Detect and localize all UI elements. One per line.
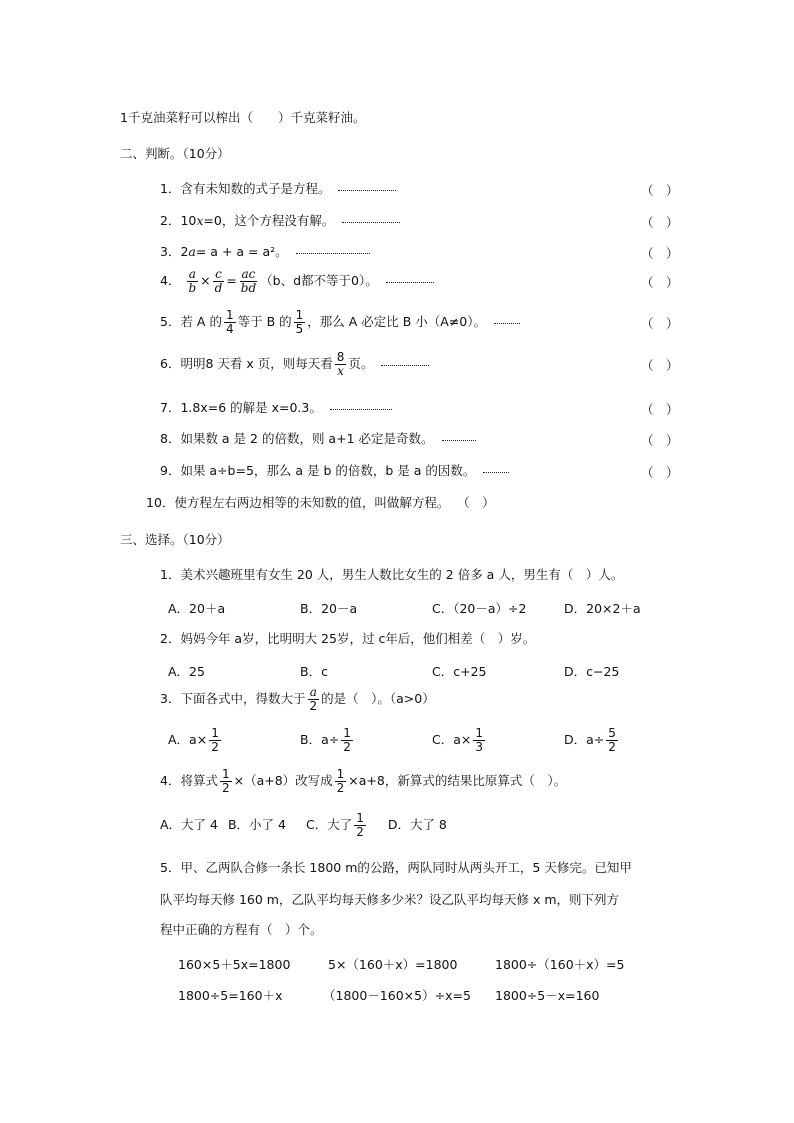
q4-option-a[interactable]: A．大了 4	[160, 817, 218, 832]
q3-option-b[interactable]: B．a÷ $\frac{1}{2}$	[300, 726, 351, 754]
dot-leader	[381, 364, 429, 366]
judge-item-4: 4． $\frac{a}{b}$ × $\frac{c}{d}$ = $\frac{ac}{bd}$ （b、d都不等于0）。	[160, 266, 434, 296]
fraction: $\frac{8}{x}$	[336, 350, 345, 378]
fraction: $\frac{a}{b}$	[188, 267, 197, 295]
q5-equation: 1800÷5=160＋x	[178, 988, 283, 1003]
fraction: $\frac{c}{d}$	[214, 267, 223, 295]
choice-q5-line3: 程中正确的方程有（ ）个。	[160, 922, 323, 937]
answer-paren-5[interactable]: （ ）	[641, 316, 679, 331]
choice-q3: 3．下面各式中，得数大于 $\frac{a}{2}$ 的是（ ）。（a>0）	[160, 685, 435, 713]
fraction: $\frac{1}{3}$	[475, 726, 484, 754]
answer-paren-1[interactable]: （ ）	[641, 183, 679, 198]
dot-leader	[330, 408, 392, 410]
fraction: $\frac{ac}{bd}$	[240, 267, 257, 295]
answer-paren-3[interactable]: （ ）	[641, 246, 679, 261]
dot-leader	[296, 252, 370, 254]
answer-paren-8[interactable]: （ ）	[641, 433, 679, 448]
q4-options	[160, 810, 447, 840]
q3-option-c[interactable]: C．a× $\frac{1}{3}$	[432, 726, 484, 754]
q5-equation: 1800÷5－x=160	[495, 988, 600, 1003]
choice-q5-line2: 队平均每天修 160 m，乙队平均每天修多少米？设乙队平均每天修 x m，则下列方	[160, 892, 620, 907]
dot-leader	[342, 221, 400, 223]
fraction: $\frac{1}{2}$	[356, 811, 364, 839]
judge-item-3: 3．2a= a + a = a²。	[160, 244, 370, 260]
answer-paren-4[interactable]: （ ）	[641, 275, 679, 290]
dot-leader	[494, 322, 520, 324]
q1-option-c[interactable]: C．（20－a）÷2	[432, 601, 527, 616]
q2-option-d[interactable]: D．c−25	[564, 664, 620, 679]
q2-option-a[interactable]: A．25	[168, 664, 205, 679]
fraction: $\frac{1}{2}$	[343, 726, 351, 754]
q1-option-d[interactable]: D．20×2＋a	[564, 601, 641, 616]
q2-option-c[interactable]: C．c+25	[432, 664, 487, 679]
fraction: $\frac{1}{2}$	[211, 726, 219, 754]
fraction: $\frac{a}{2}$	[309, 685, 318, 713]
q5-equation: 5×（160＋x）=1800	[328, 957, 458, 972]
dot-leader	[386, 281, 434, 283]
judge-item-5: 5．若 A 的 $\frac{1}{4}$ 等于 B 的 $\frac{1}{5}$ ，那么 A 必定比 B 小（A≠0）。	[160, 307, 520, 337]
judge-item-1: 1．含有未知数的式子是方程。	[160, 181, 396, 197]
q4-option-d[interactable]: D．大了 8	[387, 817, 447, 832]
dot-leader	[442, 439, 476, 441]
choice-q2: 2．妈妈今年 a岁，比明明大 25岁，过 c年后，他们相差（ ）岁。	[160, 631, 536, 646]
judge-item-10: 10．使方程左右两边相等的未知数的值，叫做解方程。 （ ）	[146, 495, 495, 510]
q1-option-b[interactable]: B．20－a	[300, 601, 358, 616]
fraction: $\frac{1}{4}$	[225, 308, 234, 336]
choice-q4: 4．将算式 $\frac{1}{2}$ ×（a+8）改写成 $\frac{1}{2}$ ×a+8，新算式的结果比原算式（ ）。	[160, 767, 567, 795]
q3-option-a[interactable]: A．a× $\frac{1}{2}$	[168, 726, 219, 754]
judge-item-6: 6．明明8 天看 x 页，则每天看 $\frac{8}{x}$ 页。	[160, 349, 429, 379]
judge-item-2: 2．10x=0，这个方程没有解。	[160, 213, 400, 229]
section-2-heading: 二、判断。（10分）	[120, 146, 230, 161]
fraction: $\frac{1}{2}$	[221, 767, 230, 795]
answer-paren-2[interactable]: （ ）	[641, 215, 679, 230]
dot-leader	[338, 189, 396, 191]
judge-item-8: 8．如果数 a 是 2 的倍数，则 a+1 必定是奇数。	[160, 431, 476, 447]
answer-paren-7[interactable]: （ ）	[641, 402, 679, 417]
q5-equation: （1800－160×5）÷x=5	[323, 988, 471, 1003]
q2-option-b[interactable]: B．c	[300, 664, 328, 679]
intro-line: 1千克油菜籽可以榨出（ ）千克菜籽油。	[120, 110, 366, 125]
q5-equation: 160×5＋5x=1800	[178, 957, 291, 972]
q5-equation: 1800÷（160＋x）=5	[495, 957, 625, 972]
q1-option-a[interactable]: A．20＋a	[168, 601, 226, 616]
fraction: $\frac{1}{5}$	[295, 308, 304, 336]
judge-item-7: 7．1.8x=6 的解是 x=0.3。	[160, 400, 392, 416]
judge-item-9: 9．如果 a÷b=5，那么 a 是 b 的倍数，b 是 a 的因数。	[160, 463, 509, 479]
q4-option-c[interactable]: C．大了 $\frac{1}{2}$	[305, 811, 364, 839]
section-3-heading: 三、选择。（10分）	[120, 532, 230, 547]
q3-option-d[interactable]: D．a÷ $\frac{5}{2}$	[564, 726, 616, 754]
answer-paren-9[interactable]: （ ）	[641, 465, 679, 480]
answer-paren-6[interactable]: （ ）	[641, 358, 679, 373]
choice-q5-line1: 5．甲、乙两队合修一条长 1800 m的公路，两队同时从两头开工，5 天修完。已知甲	[160, 860, 632, 875]
q4-option-b[interactable]: B．小了 4	[227, 817, 286, 832]
fraction: $\frac{5}{2}$	[608, 726, 616, 754]
fraction: $\frac{1}{2}$	[336, 767, 345, 795]
answer-paren-10[interactable]: （ ）	[463, 495, 495, 510]
dot-leader	[483, 471, 509, 473]
choice-q1: 1．美术兴趣班里有女生 20 人，男生人数比女生的 2 倍多 a 人，男生有（ ）人。	[160, 567, 624, 582]
